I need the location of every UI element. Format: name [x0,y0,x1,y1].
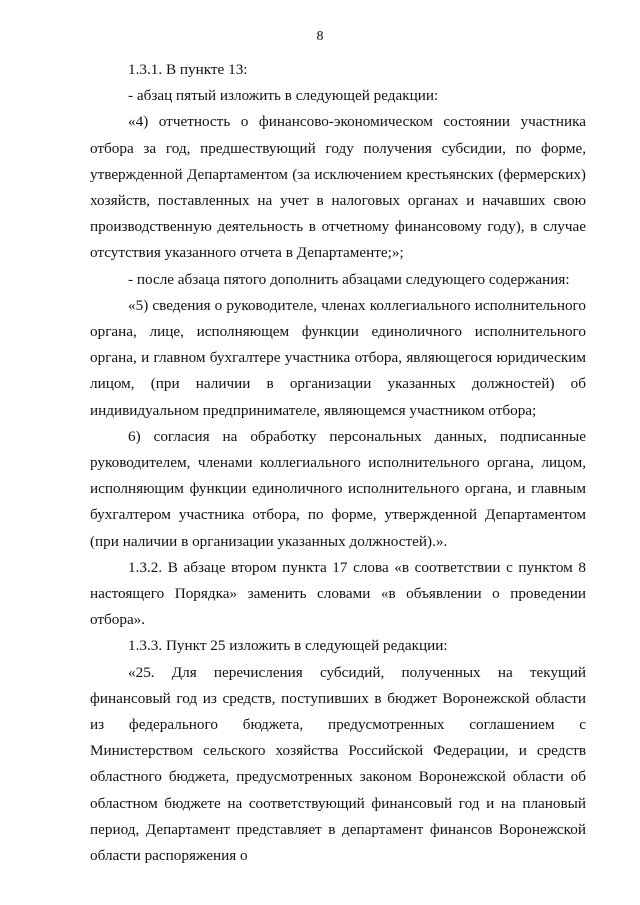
page-number: 8 [316,29,324,44]
paragraph-1-3-2: 1.3.2. В абзаце втором пункта 17 слова «в соответствии с пунктом 8 настоящего Порядка» заменить словами «в объявлении о проведении отбора». [90,558,586,629]
paragraph-item-4: «4) отчетность о финансово-экономическом состоянии участника отбора за год, предшествующий году получения субсидии, по форме, утвержденной Департаментом (за исключением крестьянских (фермерских) хозяйств, поставленных на учет в налоговых органах и начавших свою производственную деятельность в отчетному финансовому году), в случае отсутствия указанного отчета в Департаменте;»; [90,113,586,262]
paragraph-item-5: «5) сведения о руководителе, членах коллегиального исполнительного органа, лице, исполняющем функции единоличного исполнительного органа, и главном бухгалтере участника отбора, являющегося юридическим лицом, (при наличии в организации указанных должностей) об индивидуальном предпринимателе, являющемся участником отбора; [90,296,586,419]
paragraph-item-25: «25. Для перечисления субсидий, полученных на текущий финансовый год из средств, поступивших в бюджет Воронежской области из федерального бюджета, предусмотренных соглашением с Министерством сельского хозяйства Российской Федерации, и средств областного бюджета, предусмотренных законом Воронежской области об областном бюджете на соответствующий финансовый год и на плановый период, Департамент представляет в департамент финансов Воронежской области распоряжения о [90,663,586,865]
paragraph-add-abzacy: - после абзаца пятого дополнить абзацами следующего содержания: [128,270,570,288]
document-body [90,57,586,869]
paragraph-abzac-pyatyi: - абзац пятый изложить в следующей редакции: [128,87,439,105]
paragraph-1-3-1: 1.3.1. В пункте 13: [128,61,248,78]
paragraph-1-3-3: 1.3.3. Пункт 25 изложить в следующей редакции: [128,637,448,655]
paragraph-item-6: 6) согласия на обработку персональных данных, подписанные руководителем, членами коллегиального исполнительного органа, лицом, исполняющим функции единоличного исполнительного органа, и главным бухгалтером участника отбора, по форме, утвержденной Департаментом (при наличии в организации указанных должностей).». [90,427,586,550]
